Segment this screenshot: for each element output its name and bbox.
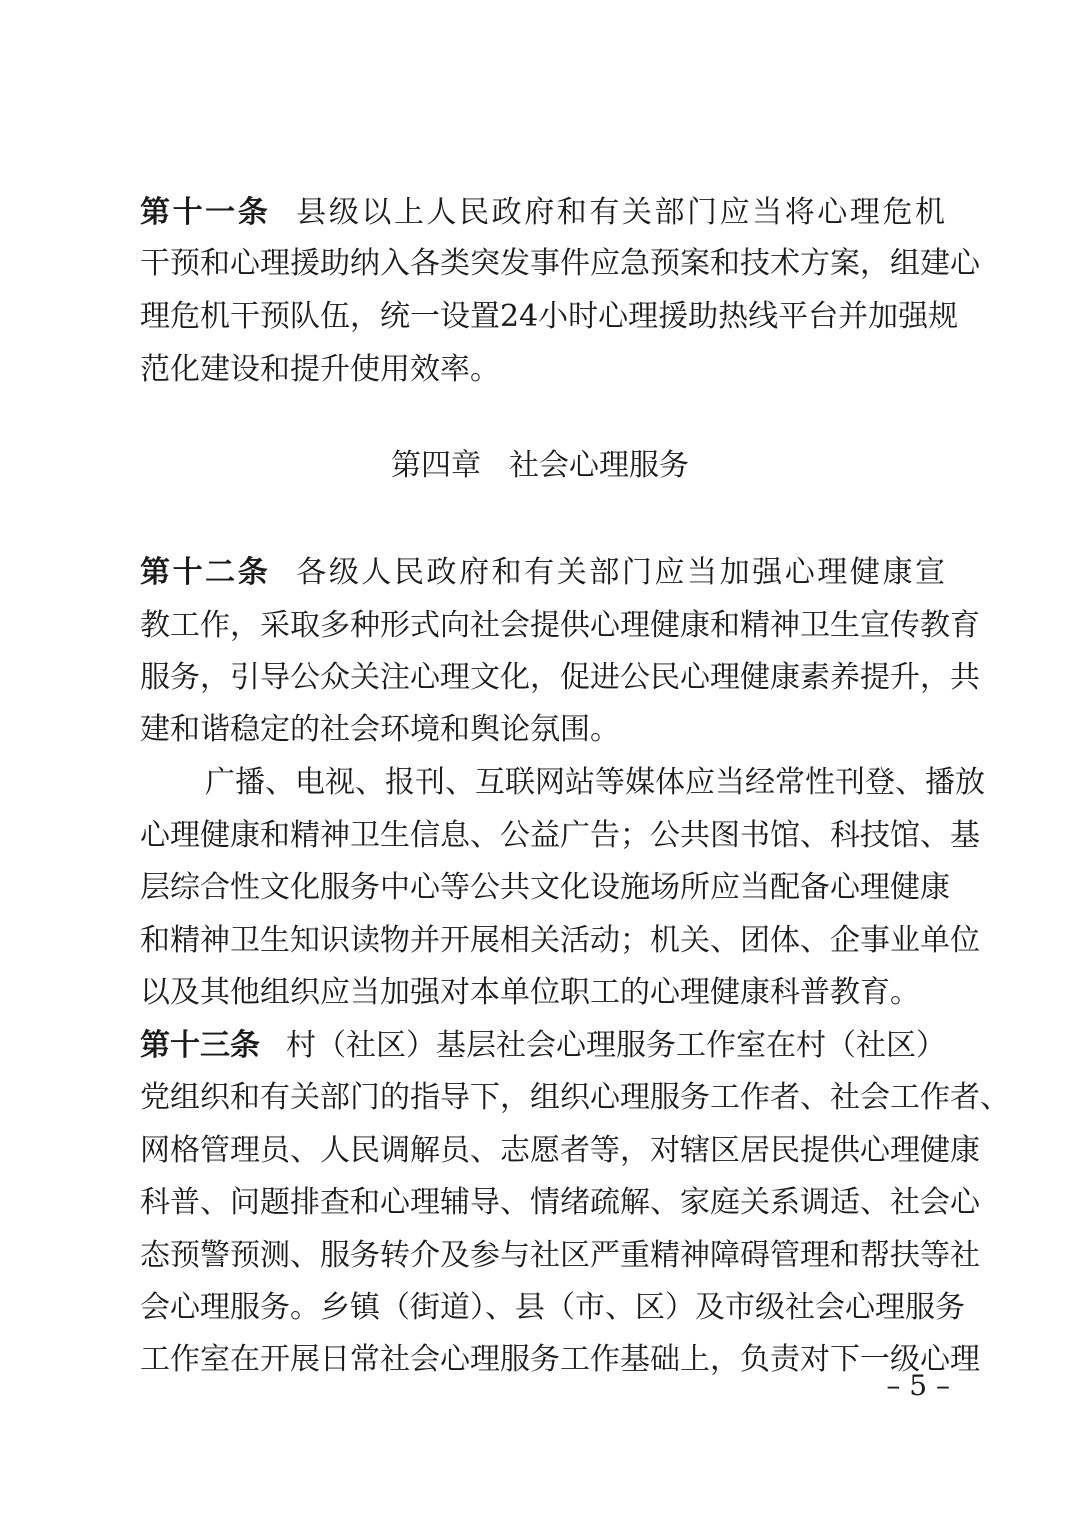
article-12-para2-line-3: 层综合性文化服务中心等公共文化设施场所应当配备心理健康 bbox=[140, 870, 950, 905]
article-11-line-3: 理危机干预队伍，统一设置24小时心理援助热线平台并加强规 bbox=[140, 299, 959, 334]
article-12-para2-line-5: 以及其他组织应当加强对本单位职工的心理健康科普教育。 bbox=[140, 975, 920, 1010]
article-12-para2-line-2: 心理健康和精神卫生信息、公益广告；公共图书馆、科技馆、基 bbox=[140, 818, 980, 853]
article-11-line-1 bbox=[140, 193, 945, 233]
article-12-line-1 bbox=[140, 553, 945, 593]
chapter-number: 第四章 bbox=[391, 448, 481, 483]
article-12-line-2: 教工作，采取多种形式向社会提供心理健康和精神卫生宣传教育 bbox=[140, 608, 980, 643]
article-13-line-7: 工作室在开展日常社会心理服务工作基础上，负责对下一级心理 bbox=[140, 1342, 980, 1377]
article-13-line-4: 科普、问题排查和心理辅导、情绪疏解、家庭关系调适、社会心 bbox=[140, 1185, 980, 1220]
article-11-heading: 第十一条 bbox=[140, 195, 271, 230]
article-12-heading: 第十二条 bbox=[140, 555, 271, 590]
chapter-title: 社会心理服务 bbox=[509, 448, 689, 483]
article-12-text-1: 各级人民政府和有关部门应当加强心理健康宣 bbox=[296, 555, 946, 590]
article-13-line-3: 网格管理员、人民调解员、志愿者等，对辖区居民提供心理健康 bbox=[140, 1133, 980, 1168]
page-number: – 5 – bbox=[886, 1369, 950, 1402]
article-13-text-1: 村（社区）基层社会心理服务工作室在村（社区） bbox=[286, 1028, 946, 1063]
article-13-line-5: 态预警预测、服务转介及参与社区严重精神障碍管理和帮扶等社 bbox=[140, 1238, 980, 1273]
article-11-line-4: 范化建设和提升使用效率。 bbox=[140, 352, 500, 387]
article-11-text-1: 县级以上人民政府和有关部门应当将心理危机 bbox=[296, 195, 946, 230]
article-13-heading: 第十三条 bbox=[140, 1028, 260, 1063]
article-11-line-2: 干预和心理援助纳入各类突发事件应急预案和技术方案，组建心 bbox=[140, 246, 980, 281]
article-12-line-4: 建和谐稳定的社会环境和舆论氛围。 bbox=[140, 712, 620, 747]
article-13-line-6: 会心理服务。乡镇（街道）、县（市、区）及市级社会心理服务 bbox=[140, 1290, 965, 1325]
article-13-line-1 bbox=[140, 1026, 945, 1066]
article-12-para2-line-4: 和精神卫生知识读物并开展相关活动；机关、团体、企事业单位 bbox=[140, 923, 980, 958]
article-12-para2-line-1: 广播、电视、报刊、互联网站等媒体应当经常性刊登、播放 bbox=[205, 765, 985, 800]
chapter-heading bbox=[0, 446, 1080, 486]
article-12-line-3: 服务，引导公众关注心理文化，促进公民心理健康素养提升，共 bbox=[140, 660, 980, 695]
article-13-line-2: 党组织和有关部门的指导下，组织心理服务工作者、社会工作者、 bbox=[140, 1080, 1010, 1115]
